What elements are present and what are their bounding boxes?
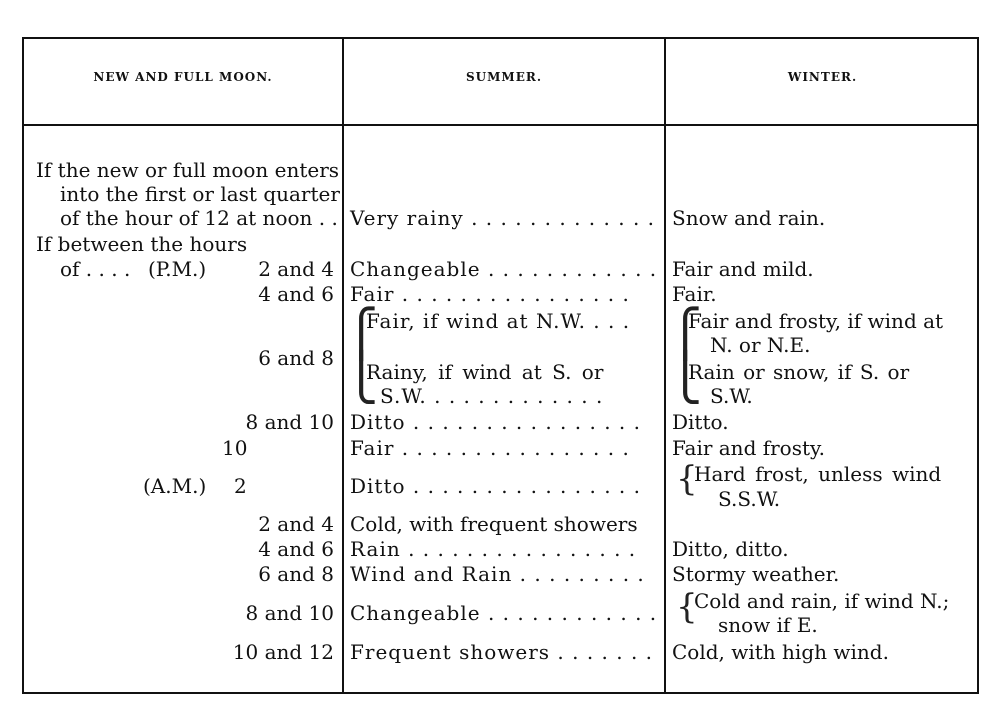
pm-label: (P.M.) — [148, 257, 207, 281]
hours-row-7: 2 — [234, 474, 247, 498]
winter-row-11-line1: Cold and rain, if wind N.; — [694, 589, 950, 613]
intro-line-1: If the new or full moon enters — [36, 158, 340, 182]
brace-summer-upper: ⎧ — [344, 306, 379, 360]
winter-row-5: Ditto. — [672, 410, 729, 434]
hours-row-5: 8 and 10 — [245, 410, 334, 434]
winter-row-10: Stormy weather. — [672, 562, 840, 586]
winter-row-2: Fair and mild. — [672, 257, 814, 281]
hours-row-8: 2 and 4 — [258, 512, 334, 536]
summer-row-10: Wind and Rain . . . . . . . . . — [350, 562, 645, 586]
summer-row-5: Ditto . . . . . . . . . . . . . . . . — [350, 410, 641, 434]
winter-row-4a-line1: Fair and frosty, if wind at — [688, 309, 944, 333]
hours-row-4: 6 and 8 — [258, 346, 334, 370]
winter-row-11-line2: snow if E. — [718, 613, 818, 637]
intro-line-2: into the first or last quarter — [60, 182, 340, 206]
winter-row-12: Cold, with high wind. — [672, 640, 889, 664]
brace-winter-row-7: { — [676, 459, 698, 499]
summer-row-3: Fair . . . . . . . . . . . . . . . . — [350, 282, 630, 306]
intro-line-5: of . . . . — [60, 257, 131, 281]
header-divider — [22, 124, 979, 126]
winter-row-7-line1: Hard frost, unless wind — [694, 462, 942, 486]
brace-summer-lower: ⎩ — [344, 350, 379, 404]
summer-row-8: Cold, with frequent showers — [350, 512, 638, 536]
summer-row-12: Frequent showers . . . . . . . — [350, 640, 654, 664]
winter-row-3: Fair. — [672, 282, 717, 306]
hours-row-12: 10 and 12 — [232, 640, 334, 664]
summer-row-1: Very rainy . . . . . . . . . . . . . — [350, 206, 656, 230]
summer-row-6: Fair . . . . . . . . . . . . . . . . — [350, 436, 630, 460]
winter-row-1: Snow and rain. — [672, 206, 826, 230]
hours-row-3: 4 and 6 — [258, 282, 334, 306]
hours-row-9: 4 and 6 — [258, 537, 334, 561]
summer-row-9: Rain . . . . . . . . . . . . . . . . — [350, 537, 637, 561]
winter-row-9: Ditto, ditto. — [672, 537, 789, 561]
header-moon: NEW AND FULL MOON. — [93, 70, 273, 84]
summer-row-11: Changeable . . . . . . . . . . . . — [350, 601, 658, 625]
summer-row-2: Changeable . . . . . . . . . . . . — [350, 257, 658, 281]
hours-row-11: 8 and 10 — [245, 601, 334, 625]
winter-row-6: Fair and frosty. — [672, 436, 826, 460]
brace-winter-upper: ⎧ — [668, 306, 703, 360]
winter-row-4a-line2: N. or N.E. — [710, 333, 811, 357]
brace-winter-lower: ⎩ — [668, 350, 703, 404]
intro-line-4: If between the hours — [36, 232, 248, 256]
header-summer: SUMMER. — [466, 70, 542, 84]
winter-row-4b-line2: S.W. — [710, 384, 753, 408]
intro-line-3: of the hour of 12 at noon . . — [60, 206, 338, 230]
column-divider-2 — [664, 37, 666, 694]
winter-row-4b-line1: Rain or snow, if S. or — [688, 360, 910, 384]
header-winter: WINTER. — [787, 70, 858, 84]
hours-row-2: 2 and 4 — [258, 257, 334, 281]
am-label: (A.M.) — [143, 474, 207, 498]
summer-row-4b-line2: S.W. . . . . . . . . . . . . — [380, 384, 604, 408]
hours-row-10: 6 and 8 — [258, 562, 334, 586]
winter-row-7-line2: S.S.W. — [718, 487, 781, 511]
summer-row-4a: Fair, if wind at N.W. . . . — [366, 309, 631, 333]
summer-row-7: Ditto . . . . . . . . . . . . . . . . — [350, 474, 641, 498]
summer-row-4b-line1: Rainy, if wind at S. or — [366, 360, 604, 384]
hours-row-6: 10 — [222, 436, 248, 460]
brace-winter-row-11: { — [676, 587, 698, 627]
